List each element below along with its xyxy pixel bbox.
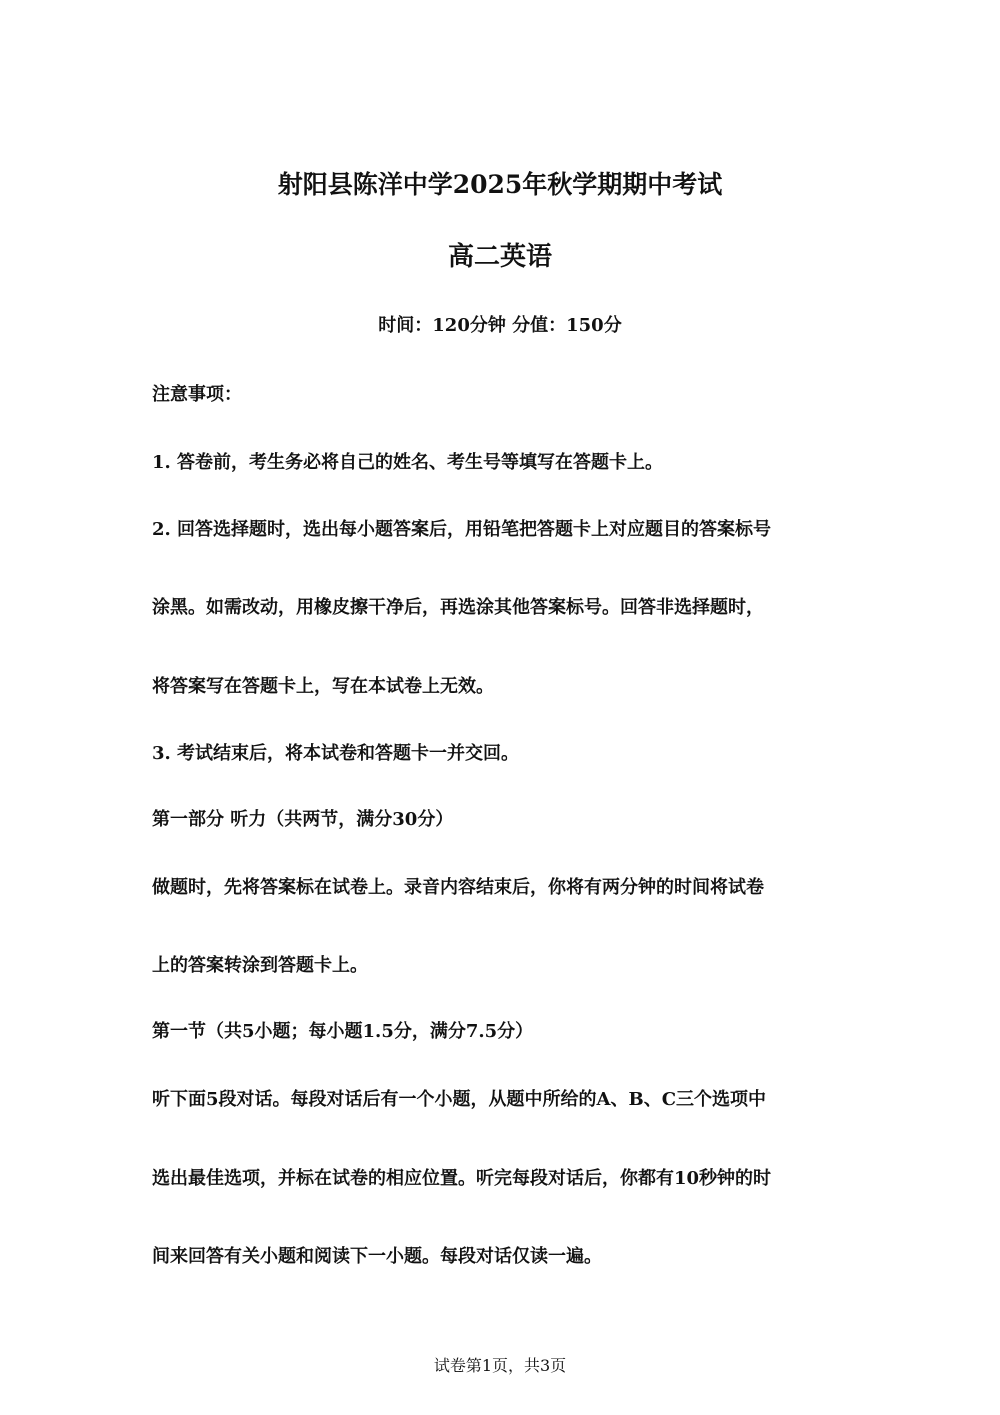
section1-instruction-line: 间来回答有关小题和阅读下一小题。每段对话仅读一遍。 — [152, 1246, 602, 1267]
notice-line: 涂黑。如需改动，用橡皮擦干净后，再选涂其他答案标号。回答非选择题时， — [152, 597, 764, 618]
exam-title: 射阳县陈洋中学2025年秋学期期中考试 — [277, 170, 723, 199]
part1-instruction-line: 上的答案转涂到答题卡上。 — [152, 955, 368, 976]
notice-heading: 注意事项： — [152, 384, 242, 405]
part1-heading: 第一部分 听力（共两节，满分30分） — [152, 809, 454, 830]
section1-heading: 第一节（共5小题；每小题1.5分，满分7.5分） — [152, 1021, 534, 1042]
exam-subject: 高二英语 — [447, 242, 552, 272]
section1-instruction-line: 选出最佳选项，并标在试卷的相应位置。听完每段对话后，你都有10秒钟的时 — [152, 1168, 772, 1189]
exam-time-info: 时间：120分钟 分值：150分 — [378, 315, 622, 336]
page-footer: 试卷第1页，共3页 — [433, 1356, 567, 1375]
notice-line: 将答案写在答题卡上，写在本试卷上无效。 — [152, 676, 494, 697]
notice-line: 2. 回答选择题时，选出每小题答案后，用铅笔把答题卡上对应题目的答案标号 — [152, 519, 772, 540]
notice-line: 3. 考试结束后，将本试卷和答题卡一并交回。 — [152, 743, 520, 764]
section1-instruction-line: 听下面5段对话。每段对话后有一个小题，从题中所给的A、B、C三个选项中 — [152, 1089, 767, 1110]
part1-instruction-line: 做题时，先将答案标在试卷上。录音内容结束后，你将有两分钟的时间将试卷 — [152, 877, 764, 898]
notice-line: 1. 答卷前，考生务必将自己的姓名、考生号等填写在答题卡上。 — [152, 452, 664, 473]
